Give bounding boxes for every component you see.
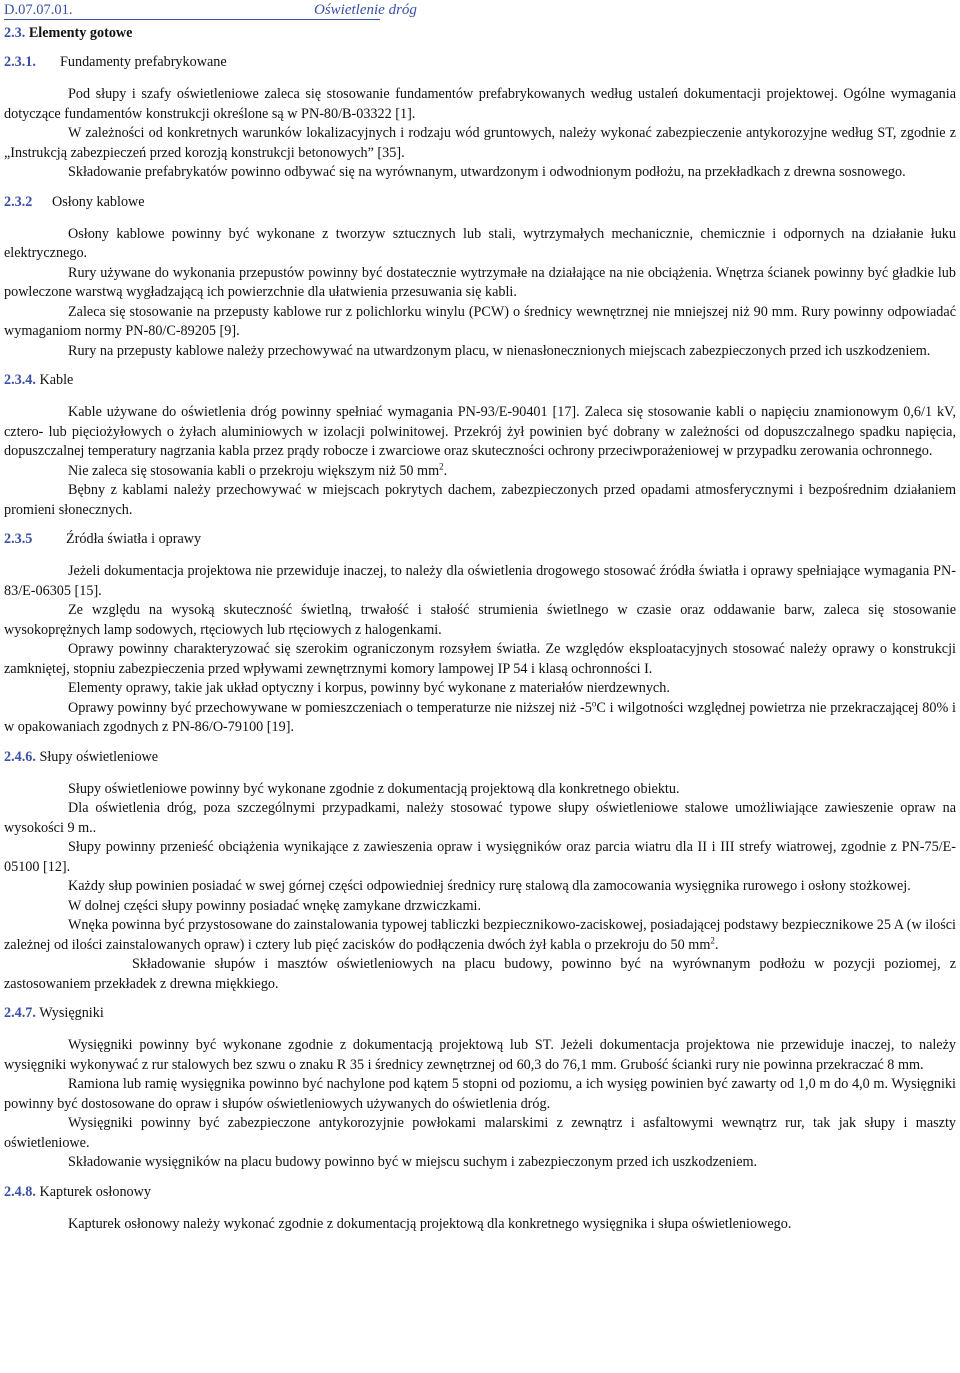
paragraph: Ze względu na wysoką skuteczność świetlną, trwałość i stałość strumienia świetlnego w czasie oraz oddawanie barw, zaleca się stosowanie wysokoprężnych lamp sodowych, rtęciowych lub rtęciowych z halogenkami. [4,602,956,638]
paragraph-text: . [714,936,719,953]
paragraph: Jeżeli dokumentacja projektowa nie przewiduje inaczej, to należy dla oświetlenia drogowego stosować źródła światła i oprawy spełniające wymagania PN-83/E-06305 [15]. [4,563,956,599]
subsection-heading-zrodla [4,529,956,549]
paragraph-text: Nie zaleca się stosowania kabli o przekroju większym niż 50 mm [68,462,440,479]
subsection-number: 2.3.2 [4,193,33,210]
subsection-number: 2.4.8. [4,1183,36,1200]
paragraph: Zaleca się stosowanie na przepusty kablowe rur z polichlorku winylu (PCW) o średnicy wewnętrznej nie mniejszej niż 90 mm. Rury powinny odpowiadać wymaganiom normy PN-80/C-89205 [9]. [4,303,956,339]
paragraph: W dolnej części słupy powinny posiadać wnękę zamykane drzwiczkami. [68,897,482,914]
subsection-title: Fundamenty prefabrykowane [60,54,227,70]
subsection-title: Kapturek osłonowy [39,1183,151,1200]
subsection-number: 2.4.7. [4,1005,36,1021]
paragraph: Kapturek osłonowy należy wykonać zgodnie z dokumentacją projektową dla konkretnego wysięgnika i słupa oświetleniowego. [68,1215,792,1232]
subsection-number: 2.4.6. [4,748,36,765]
paragraph [4,916,956,955]
paragraph-text: Oprawy powinny być przechowywane w pomieszczeniach o temperaturze nie niższej niż -5 [68,699,592,716]
subsection-title: Wysięgniki [39,1005,104,1021]
paragraph: Rury na przepusty kablowe należy przechowywać na utwardzonym placu, w nienasłonecznionych miejscach zabezpieczonych przed ich uszkodzeniem. [68,342,931,359]
paragraph: Rury używane do wykonania przepustów powinny być dostatecznie wytrzymałe na działające na nie obciążenia. Wnętrza ścianek powinny być gładkie lub powleczone warstwą wygładzającą ich powierzchnie dla ułatwienia przesuwania się kabli. [4,264,956,300]
subsection-title: Słupy oświetleniowe [39,748,159,765]
subsection-number: 2.3.4. [4,372,36,388]
subsection-number: 2.3.1. [4,54,36,70]
subsection-title: Źródła światła i oprawy [66,531,202,547]
paragraph: Kable używane do oświetlenia dróg powinny spełniać wymagania PN-93/E-90401 [17]. Zaleca się stosowanie kabli o napięciu znamionowym 0,6/1 kV, cztero- lub pięciożyłowych o żyłach aluminiowych w izolacji polwinitowej. Przekrój żył powinien być dobrany w zależności od dopuszczalnego spadku napięcia, dopuszczalnej temperatury nagrzania kabla przez prądy robocze i zwarciowe oraz skuteczności ochrony przeciwporażeniowej w przypadku zerowania ochronnego. [4,404,956,459]
superscript: o [591,697,597,708]
paragraph: Wysięgniki powinny być zabezpieczone antykorozyjnie powłokami malarskimi z zewnątrz i asfaltowymi wewnątrz rur, tak jak słupy i maszty oświetleniowe. [4,1115,956,1151]
header-doc-title: Oświetlenie dróg [314,2,417,18]
subsection-heading-kable [4,370,956,390]
superscript: 2 [439,460,444,471]
paragraph: Bębny z kablami należy przechowywać w miejscach pokrytych dachem, zabezpieczonych przed opadami atmosferycznymi i bezpośrednim działaniem promieni słonecznych. [4,482,956,518]
paragraph-text: C i wilgotności względnej powietrza nie przekraczającej 80% i w opakowaniach zgodnych z PN-86/O-79100 [19]. [4,699,956,735]
section-title: Elementy gotowe [28,25,133,41]
section-number: 2.3. [4,25,26,41]
paragraph: Dla oświetlenia dróg, poza szczególnymi przypadkami, należy stosować typowe słupy oświetleniowe stalowe umożliwiające zawieszenie opraw na wysokości 9 m.. [4,800,956,836]
paragraph [4,462,956,482]
subsection-heading-oslony [4,192,956,212]
subsection-heading-slupy [4,747,956,767]
paragraph: Elementy oprawy, takie jak układ optyczny i korpus, powinny być wykonane z materiałów nierdzewnych. [68,680,670,696]
subsection-number: 2.3.5 [4,531,33,547]
section-heading [4,23,956,43]
paragraph: Oprawy powinny charakteryzować się szerokim ograniczonym rozsyłem światła. Ze względów eksploatacyjnych stosować należy oprawy o konstrukcji zamkniętej, stopniu zabezpieczenia przed wpływami zewnętrznymi komory lampowej IP 54 i klasą ochronności I. [4,641,956,677]
subsection-heading-fundamenty [4,52,956,72]
subsection-heading-kapturek [4,1182,956,1202]
paragraph: Każdy słup powinien posiadać w swej górnej części odpowiedniej średnicy rurę stalową dla zamocowania wysięgnika rurowego i osłony stożkowej. [68,878,911,894]
paragraph: Ramiona lub ramię wysięgnika powinno być nachylone pod kątem 5 stopni od poziomu, a ich wysięg powinien być zawarty od 1,0 m do 4,0 m. Wysięgniki powinny być dostosowane do opraw i słupów oświetleniowych używanych do oświetlenia dróg. [4,1076,956,1112]
header-rule [4,19,380,20]
superscript: 2 [710,934,715,945]
paragraph: Składowanie wysięgników na placu budowy powinno być w miejscu suchym i zabezpieczonym przed ich uszkodzeniem. [68,1154,758,1170]
paragraph-text: . [443,462,448,479]
subsection-title: Kable [39,372,74,388]
paragraph: Pod słupy i szafy oświetleniowe zaleca się stosowanie fundamentów prefabrykowanych według ustaleń dokumentacji projektowej. Ogólne wymagania dotyczące fundamentów konstrukcji określone są w PN-80/B-03322 [1]. [4,86,956,122]
subsection-title: Osłony kablowe [52,193,145,210]
paragraph: Osłony kablowe powinny być wykonane z tworzyw sztucznych lub stali, wytrzymałych mechanicznie, chemicznie i odpornych na działanie łuku elektrycznego. [4,225,956,261]
paragraph: Składowanie słupów i masztów oświetleniowych na placu budowy, powinno być na wyrównanym podłożu w pozycji poziomej, z zastosowaniem przekładek z drewna miękkiego. [4,956,956,992]
paragraph: Składowanie prefabrykatów powinno odbywać się na wyrównanym, utwardzonym i odwodnionym podłożu, na przekładkach z drewna sosnowego. [68,164,906,180]
subsection-heading-wysiegniki [4,1003,956,1023]
page-header [4,0,956,21]
paragraph: Słupy powinny przenieść obciążenia wynikające z zawieszenia opraw i wysięgników oraz parcia wiatru dla II i III strefy wiatrowej, zgodnie z PN-75/E-05100 [12]. [4,839,956,875]
header-doc-code: D.07.07.01. [4,2,73,18]
paragraph [4,699,956,738]
document-page [4,0,956,1234]
paragraph: Wysięgniki powinny być wykonane zgodnie z dokumentacją projektową lub ST. Jeżeli dokumentacja projektowa nie przewiduje inaczej, to należy wysięgniki wykonywać z rur stalowych bez szwu o znaku R 35 i średnicy zewnętrznej od 60,3 do 76,1 mm. Grubość ścianki rury nie powinna przekraczać 8 mm. [4,1037,956,1073]
paragraph: Słupy oświetleniowe powinny być wykonane zgodnie z dokumentacją projektową dla konkretnego obiektu. [68,780,680,797]
paragraph-text: Wnęka powinna być przystosowane do zainstalowania typowej tabliczki bezpiecznikowo-zaciskowej, posiadającej podstawy bezpiecznikowe 25 A (w ilości zależnej od ilości zainstalowanych opraw) i cztery lub pięć zacisków do podłączenia dwóch żył kabla o przekroju do 50 mm [4,917,956,953]
paragraph: W zależności od konkretnych warunków lokalizacyjnych i rodzaju wód gruntowych, należy wykonać zabezpieczenie antykorozyjne według ST, zgodnie z „Instrukcją zabezpieczeń przed korozją konstrukcji betonowych” [35]. [4,125,956,161]
